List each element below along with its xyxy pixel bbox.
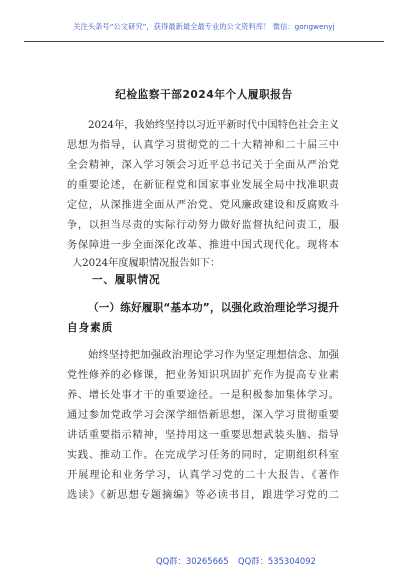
subsection-heading: （一）练好履职“基本功”，以强化政治理论学习提升 [88,302,339,314]
paragraph-line: 定位，从深推进全面从严治党、党风廉政建设和反腐败斗 [67,200,339,211]
paragraph-line: 党性修养的必修课，把业务知识巩固扩充作为提高专业素 [67,370,339,381]
paragraph-line: 全会精神，深入学习领会习近平总书记关于全面从严治党 [67,160,339,171]
section-heading: 一、履职情况 [92,274,161,286]
paragraph-line: 选读》《新思想专题摘编》等必读书目，跟进学习党的二 [67,490,339,501]
paragraph-line: 的重要论述，在新征程党和国家事业发展全局中找准职责 [67,180,339,191]
paragraph-line: 实践、推动工作。在完成学习任务的同时，定期组织科室 [67,450,339,461]
document-title: 纪检监察干部2024年个人履职报告 [115,89,293,101]
paragraph-line: 人2024年度履职情况报告如下： [72,258,221,269]
subsection-heading: 自身素质 [67,322,114,334]
paragraph-line: 开展理论和业务学习，认真学习党的二十大报告、《著作 [67,470,339,481]
paragraph-line: 争，以担当尽责的实际行动努力做好监督执纪问责工，服 [67,220,339,231]
paragraph-line: 通过参加党政学习会深学细悟新思想，深入学习贯彻重要 [67,410,339,421]
paragraph-line: 养、增长处事才干的重要途径。一是积极参加集体学习。 [67,390,339,401]
footer-qq-group-1: QQ群：30265665 [156,556,229,566]
paragraph-line: 2024年，我始终坚持以习近平新时代中国特色社会主义 [88,120,339,131]
paragraph-line: 思想为指导，认真学习贯彻党的二十大精神和二十届三中 [67,140,339,151]
promo-header: 关注头条号“公文研究”，获得最新最全最专业的公文资料库！ 微信：gongwenyj [73,22,335,31]
paragraph-line: 始终坚持把加强政治理论学习作为坚定理想信念、加强 [88,350,339,361]
paragraph-line: 务保障进一步全面深化改革、推进中国式现代化。现将本 [67,240,339,251]
header-divider [24,41,384,42]
paragraph-line: 讲话重要指示精神，坚持用这一重要思想武装头脑、指导 [67,430,339,441]
footer-qq-group-2: QQ群：535304092 [238,556,316,566]
